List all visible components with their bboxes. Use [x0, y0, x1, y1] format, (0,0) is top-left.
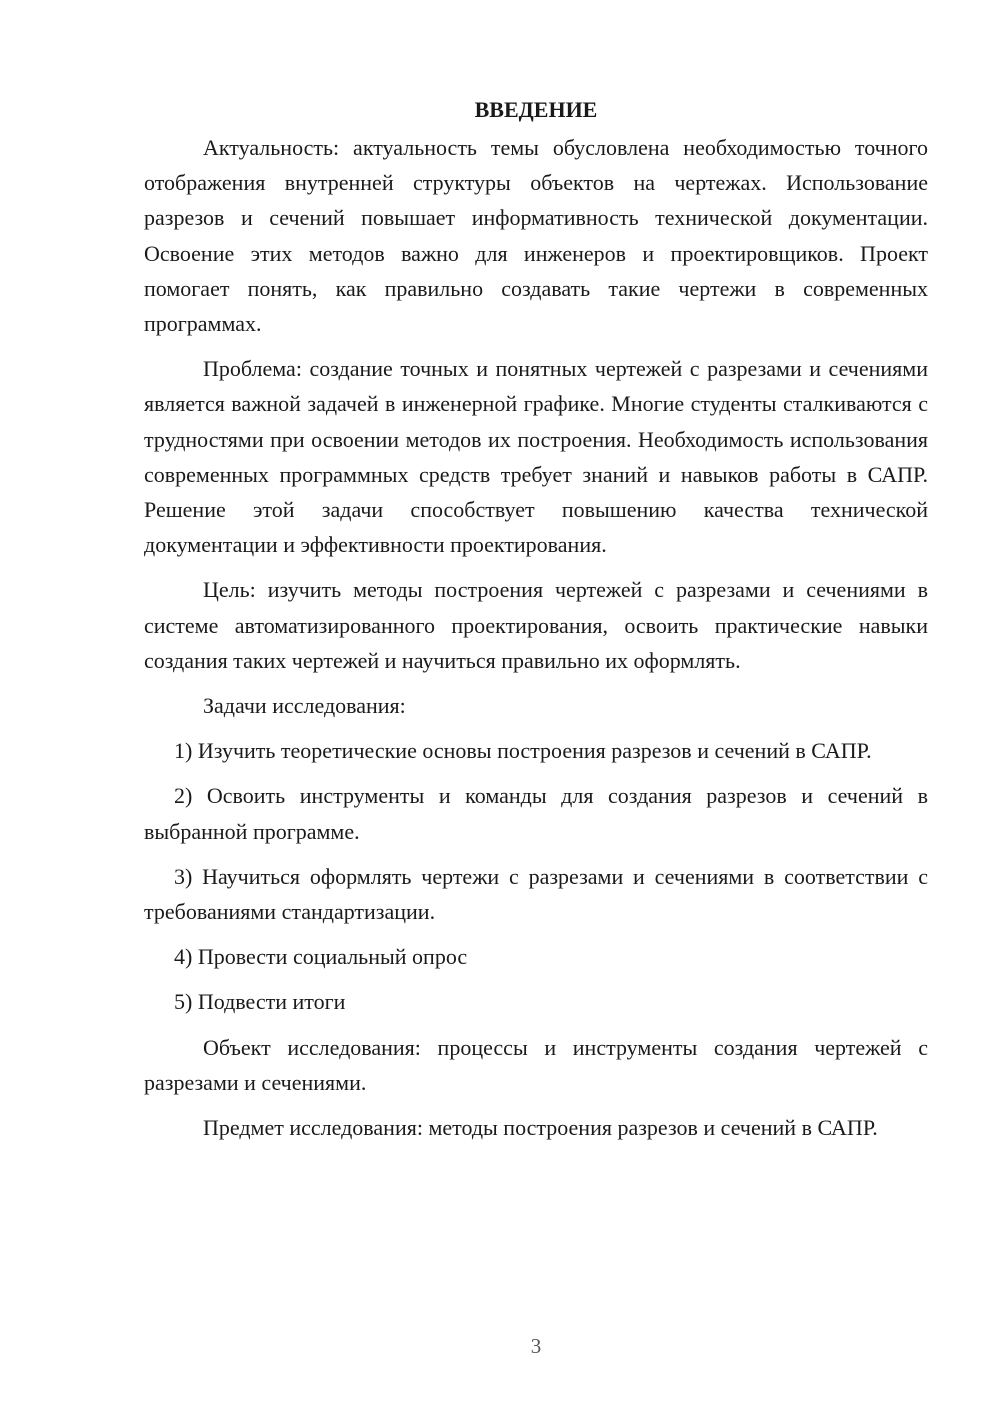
- tasks-heading: Задачи исследования:: [203, 693, 406, 719]
- object-paragraph: Объект исследования: процессы и инструменты создания чертежей с разрезами и сечениями.: [144, 1034, 928, 1095]
- tasks-list: [144, 733, 928, 1019]
- relevance-paragraph: Актуальность: актуальность темы обусловлена необходимостью точного отображения внутренней структуры объектов на чертежах. Использование разрезов и сечений повышает информативность технической документации. Освоение этих методов важно для инженеров и проектировщиков. Проект помогает понять, как правильно создавать такие чертежи в современных программах.: [144, 135, 928, 337]
- page-title: ВВЕДЕНИЕ: [474, 97, 598, 122]
- goal-paragraph: Цель: изучить методы построения чертежей с разрезами и сечениями в системе автоматизированного проектирования, освоить практические навыки создания таких чертежей и научиться правильно их оформлять.: [144, 577, 928, 673]
- subject-paragraph: Предмет исследования: методы построения разрезов и сечений в САПР.: [203, 1115, 878, 1141]
- list-item: 2) Освоить инструменты и команды для создания разрезов и сечений в выбранной программе.: [144, 783, 928, 844]
- problem-paragraph: Проблема: создание точных и понятных чертежей с разрезами и сечениями является важной задачей в инженерной графике. Многие студенты сталкиваются с трудностями при освоении методов их построения. Необходимость использования современных программных средств требует знаний и навыков работы в САПР. Решение этой задачи способствует повышению качества технической документации и эффективности проектирования.: [144, 356, 928, 558]
- page-content: [144, 92, 928, 1155]
- list-item: 5) Подвести итоги: [174, 989, 346, 1015]
- page-number: 3: [530, 1334, 542, 1358]
- list-item: 4) Провести социальный опрос: [174, 944, 468, 970]
- list-item: 3) Научиться оформлять чертежи с разрезами и сечениями в соответствии с требованиями стандартизации.: [144, 863, 928, 925]
- list-item: 1) Изучить теоретические основы построения разрезов и сечений в САПР.: [174, 738, 872, 764]
